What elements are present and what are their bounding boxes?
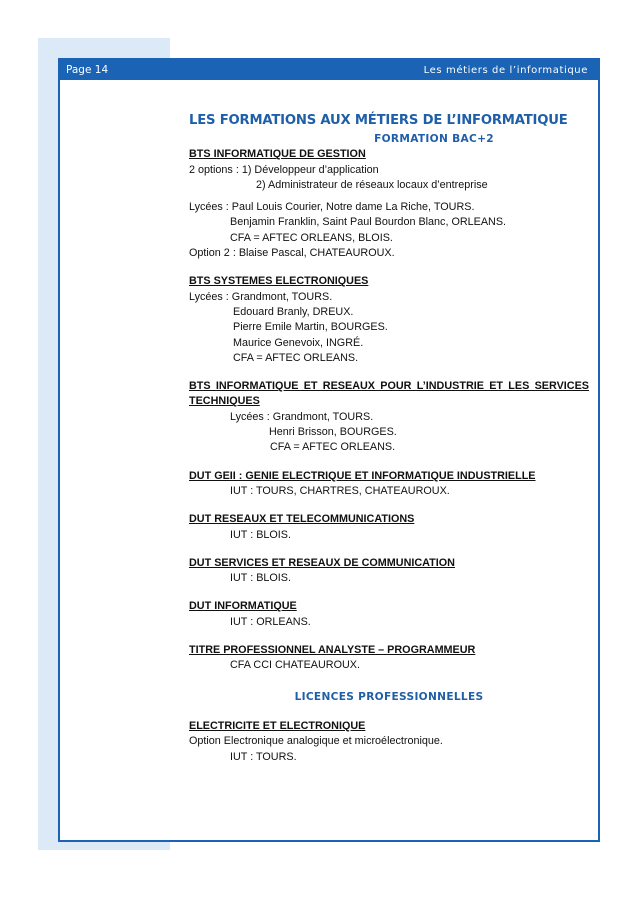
section-heading: BTS SYSTEMES ELECTRONIQUES <box>189 275 369 288</box>
text-line: CFA = AFTEC ORLEANS. <box>270 441 396 454</box>
text-line: Option 2 : Blaise Pascal, CHATEAUROUX. <box>189 247 395 260</box>
section-heading: BTS INFORMATIQUE DE GESTION <box>189 148 366 161</box>
text-line: IUT : TOURS, CHARTRES, CHATEAUROUX. <box>230 484 450 497</box>
text-line: Maurice Genevoix, INGRÉ. <box>233 336 364 349</box>
section-heading: DUT RESEAUX ET TELECOMMUNICATIONS <box>189 513 415 526</box>
page-title: LES FORMATIONS AUX MÉTIERS DE L’INFORMATIQUE <box>189 113 568 128</box>
text-line: IUT : ORLEANS. <box>230 615 311 628</box>
section-dut-informatique <box>189 599 589 630</box>
page-number: Page 14 <box>66 64 109 76</box>
section-dut-geii <box>189 469 589 500</box>
text-line: Lycées : Grandmont, TOURS. <box>189 290 333 303</box>
text-line: Benjamin Franklin, Saint Paul Bourdon Blanc, ORLEANS. <box>230 216 507 229</box>
text-line: IUT : TOURS. <box>230 750 297 763</box>
text-line: CFA = AFTEC ORLEANS, BLOIS. <box>230 231 393 244</box>
section-heading: DUT SERVICES ET RESEAUX DE COMMUNICATION <box>189 556 455 569</box>
text-line: IUT : BLOIS. <box>230 572 292 585</box>
section-heading: TITRE PROFESSIONNEL ANALYSTE – PROGRAMMEUR <box>189 644 476 657</box>
running-title: Les métiers de l’informatique <box>423 64 588 76</box>
page-header-bar <box>60 60 598 80</box>
section-electricite-electronique <box>189 719 589 765</box>
section-heading: ELECTRICITE ET ELECTRONIQUE <box>189 719 366 732</box>
section-bts-iris <box>189 379 589 455</box>
section-title-licences: LICENCES PROFESSIONNELLES <box>294 690 484 703</box>
text-line: Edouard Branly, DREUX. <box>233 305 354 318</box>
section-heading: DUT INFORMATIQUE <box>189 600 297 613</box>
text-line: Option Electronique analogique et microélectronique. <box>189 735 443 748</box>
section-heading: BTS INFORMATIQUE ET RESEAUX POUR L’INDUSTRIE ET LES SERVICES TECHNIQUES <box>189 380 589 408</box>
text-line: 2) Administrateur de réseaux locaux d’entreprise <box>256 178 488 191</box>
text-line: 2 options : 1) Développeur d’application <box>189 163 379 176</box>
text-line: Pierre Emile Martin, BOURGES. <box>233 321 388 334</box>
text-line: CFA CCI CHATEAUROUX. <box>230 659 360 672</box>
document-content <box>189 110 589 778</box>
section-dut-src <box>189 556 589 587</box>
section-heading: DUT GEII : GENIE ELECTRIQUE ET INFORMATIQUE INDUSTRIELLE <box>189 469 536 482</box>
section-titre-professionnel <box>189 643 589 674</box>
section-bts-informatique-gestion <box>189 147 589 261</box>
section-bts-systemes-electroniques <box>189 274 589 366</box>
text-line: IUT : BLOIS. <box>230 528 292 541</box>
text-line: Lycées : Grandmont, TOURS. <box>230 410 374 423</box>
section-dut-rt <box>189 512 589 543</box>
text-line: Lycées : Paul Louis Courier, Notre dame La Riche, TOURS. <box>189 201 475 214</box>
section-title-bac2: FORMATION BAC+2 <box>374 133 494 145</box>
text-line: CFA = AFTEC ORLEANS. <box>233 351 359 364</box>
text-line: Henri Brisson, BOURGES. <box>269 426 397 439</box>
